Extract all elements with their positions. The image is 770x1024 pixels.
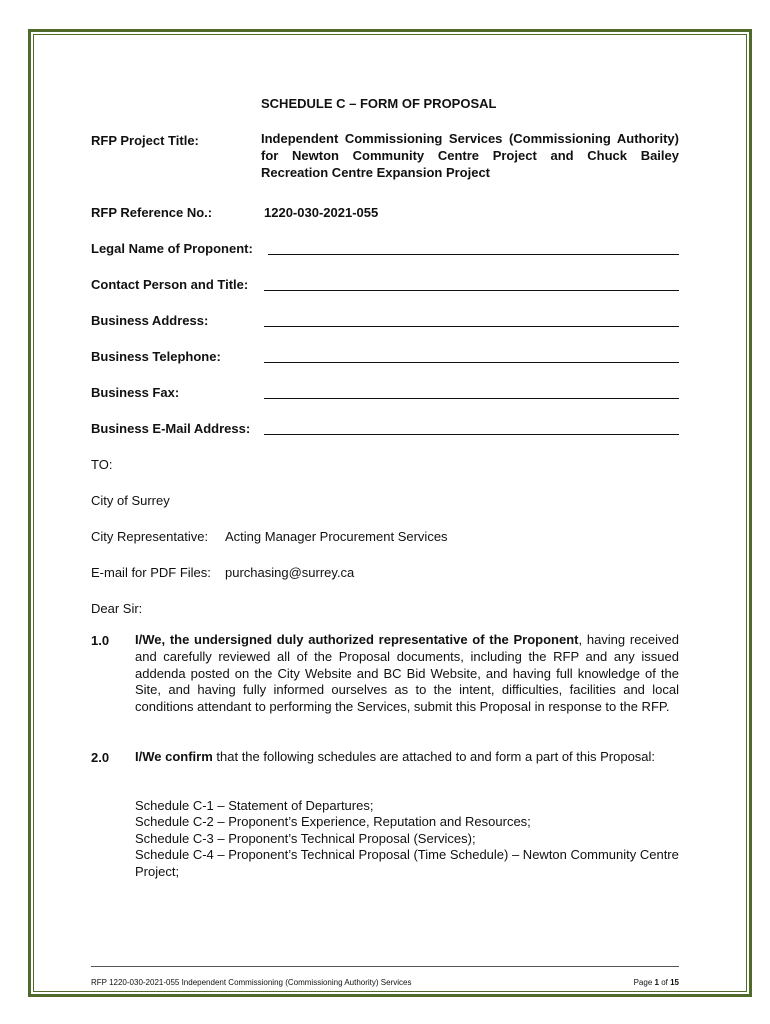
section-number: 1.0 (91, 633, 110, 648)
pdf-label: E-mail for PDF Files: (91, 565, 211, 580)
section-2-text (135, 749, 679, 766)
section-number: 2.0 (91, 750, 110, 765)
schedule-item: Schedule C-2 – Proponent’s Experience, Reputation and Resources; (135, 814, 531, 830)
section-1-text (135, 632, 679, 716)
project-title-value: Independent Commissioning Services (Commissioning Authority) for Newton Community Centre Project and Chuck Bailey Recreation Centre Expansion Project (261, 131, 679, 180)
email-label: Business E-Mail Address: (91, 421, 251, 436)
footer-rule (91, 966, 679, 967)
total-pages: 15 (670, 978, 679, 987)
legal-name-label: Legal Name of Proponent: (91, 241, 253, 256)
page-word: Page (633, 978, 653, 987)
city-name: City of Surrey (91, 493, 170, 508)
footer-text: RFP 1220-030-2021-055 Independent Commissioning (Commissioning Authority) Services (91, 978, 412, 987)
reference-value: 1220-030-2021-055 (264, 205, 379, 220)
rep-label: City Representative: (91, 529, 209, 544)
schedule-item: Schedule C-3 – Proponent’s Technical Proposal (Services); (135, 830, 476, 846)
telephone-label: Business Telephone: (91, 349, 221, 364)
section-1-bold: I/We, the undersigned duly authorized representative of the Proponent (135, 632, 579, 647)
telephone-field[interactable] (264, 362, 679, 363)
legal-name-field[interactable] (268, 254, 679, 255)
email-field[interactable] (264, 434, 679, 435)
schedule-list (135, 798, 679, 880)
section-2-body: that the following schedules are attached to and form a part of this Proposal: (212, 749, 656, 764)
schedule-item: Schedule C-4 – Proponent’s Technical Proposal (Time Schedule) – Newton Community Centre Project; (135, 847, 679, 879)
fax-label: Business Fax: (91, 385, 180, 400)
section-2-bold: I/We confirm (135, 749, 213, 764)
project-title-label: RFP Project Title: (91, 133, 199, 148)
rep-value: Acting Manager Procurement Services (225, 529, 448, 544)
fax-field[interactable] (264, 398, 679, 399)
contact-label: Contact Person and Title: (91, 277, 249, 292)
address-label: Business Address: (91, 313, 209, 328)
address-field[interactable] (264, 326, 679, 327)
contact-field[interactable] (264, 290, 679, 291)
document-title: SCHEDULE C – FORM OF PROPOSAL (261, 96, 497, 111)
page-number (634, 978, 679, 987)
of-word: of (661, 978, 668, 987)
reference-label: RFP Reference No.: (91, 205, 213, 220)
schedule-item: Schedule C-1 – Statement of Departures; (135, 798, 374, 813)
pdf-email: purchasing@surrey.ca (225, 565, 355, 580)
current-page: 1 (654, 978, 659, 987)
section-1-body: , having received and carefully reviewed all of the Proposal documents, including the RFP and any issued addenda posted on the City Website and BC Bid Website, and having full knowledge of the Site, and having fully informed ourselves as to the intent, difficulties, facilities and local conditions attendant to performing the Services, submit this Proposal in response to the RFP. (135, 632, 680, 715)
salutation: Dear Sir: (91, 601, 143, 616)
to-label: TO: (91, 457, 113, 472)
